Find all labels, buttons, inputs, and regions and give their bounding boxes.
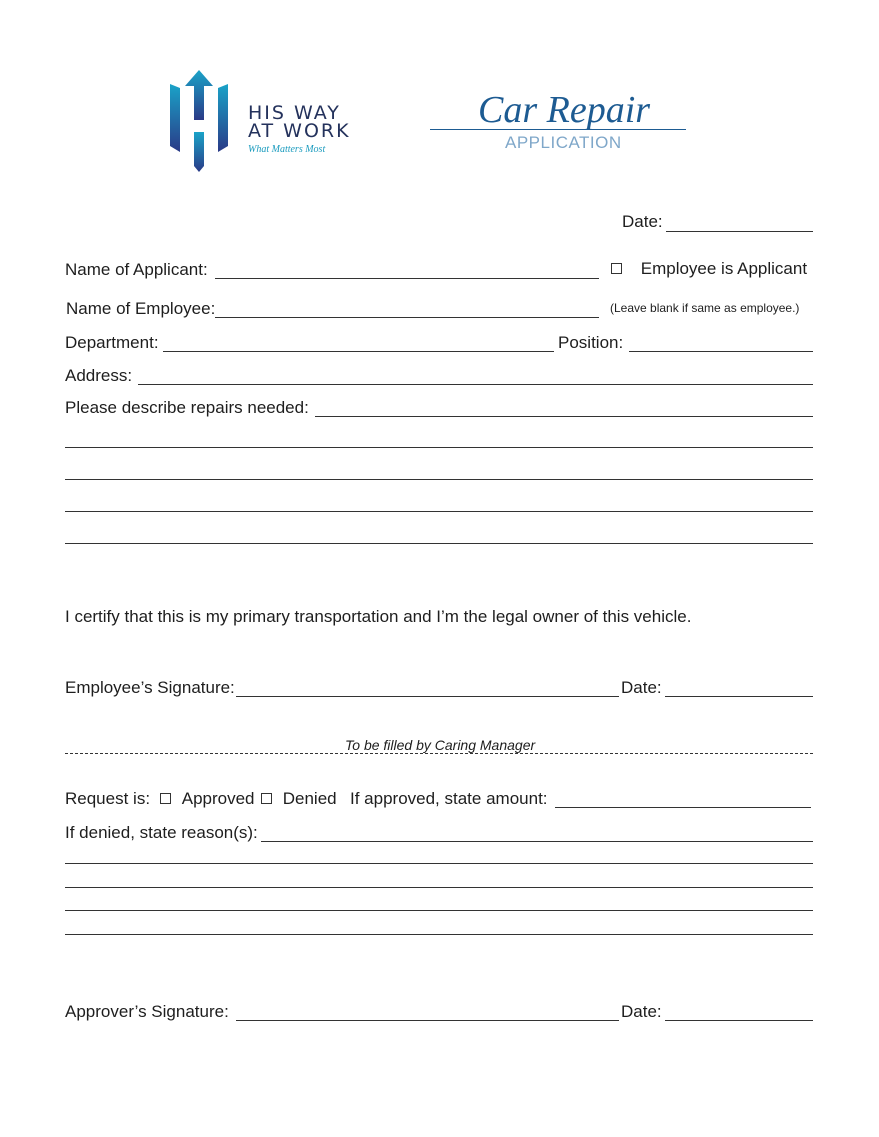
form-subtitle: APPLICATION (505, 133, 622, 152)
repairs-field-line-5[interactable] (65, 522, 813, 544)
denied-option[interactable] (261, 789, 337, 809)
employee-signature-label: Employee’s Signature: (65, 678, 235, 697)
name-of-applicant-label: Name of Applicant: (65, 260, 208, 279)
logo-tagline: What Matters Most (248, 144, 326, 155)
position-label: Position: (558, 333, 624, 352)
denied-checkbox[interactable] (261, 793, 272, 804)
approved-label: Approved (181, 789, 255, 808)
logo-line-1: HIS WAY (248, 102, 341, 124)
address-label: Address: (65, 366, 133, 385)
certification-text: I certify that this is my primary transportation and I’m the legal owner of this vehicle. (65, 607, 692, 626)
denied-reason-label: If denied, state reason(s): (65, 823, 258, 842)
department-label: Department: (65, 333, 159, 352)
logo (168, 68, 358, 178)
name-of-employee-label: Name of Employee: (66, 299, 216, 318)
denied-reason-field-line-1[interactable] (261, 820, 813, 842)
position-field[interactable] (629, 330, 813, 352)
department-field[interactable] (163, 330, 554, 352)
request-is-label: Request is: (65, 789, 151, 808)
employee-signature-date-label: Date: (621, 678, 662, 697)
date-label: Date: (622, 212, 663, 231)
denied-reason-field-line-5[interactable] (65, 913, 813, 935)
leave-blank-note: (Leave blank if same as employee.) (610, 301, 800, 315)
employee-signature-field[interactable] (236, 675, 619, 697)
repairs-field-line-4[interactable] (65, 490, 813, 512)
form-title: Car Repair (478, 89, 651, 131)
denied-reason-field-line-2[interactable] (65, 842, 813, 864)
repairs-field-line-2[interactable] (65, 426, 813, 448)
approved-option[interactable] (160, 789, 255, 809)
date-field[interactable] (666, 210, 813, 232)
name-of-employee-field[interactable] (215, 296, 599, 318)
employee-is-applicant-option[interactable] (611, 259, 807, 279)
amount-label: If approved, state amount: (350, 789, 548, 808)
amount-field[interactable] (555, 786, 811, 808)
denied-reason-field-line-4[interactable] (65, 889, 813, 911)
employee-is-applicant-checkbox[interactable] (611, 263, 622, 274)
denied-label: Denied (282, 789, 337, 808)
repairs-label: Please describe repairs needed: (65, 398, 309, 417)
employee-signature-date-field[interactable] (665, 675, 813, 697)
logo-line-2: AT WORK (248, 120, 351, 142)
approved-checkbox[interactable] (160, 793, 171, 804)
employee-is-applicant-label: Employee is Applicant (640, 259, 808, 278)
approver-signature-label: Approver’s Signature: (65, 1002, 229, 1021)
approver-date-label: Date: (621, 1002, 662, 1021)
manager-section-divider (65, 753, 813, 754)
manager-section-caption: To be filled by Caring Manager (345, 737, 536, 753)
denied-reason-field-line-3[interactable] (65, 866, 813, 888)
approver-signature-field[interactable] (236, 999, 619, 1021)
repairs-field-line-1[interactable] (315, 395, 813, 417)
h-arrow-logo-icon (168, 68, 230, 176)
title-underline (430, 129, 686, 130)
repairs-field-line-3[interactable] (65, 458, 813, 480)
approver-date-field[interactable] (665, 999, 813, 1021)
name-of-applicant-field[interactable] (215, 257, 599, 279)
address-field[interactable] (138, 363, 813, 385)
